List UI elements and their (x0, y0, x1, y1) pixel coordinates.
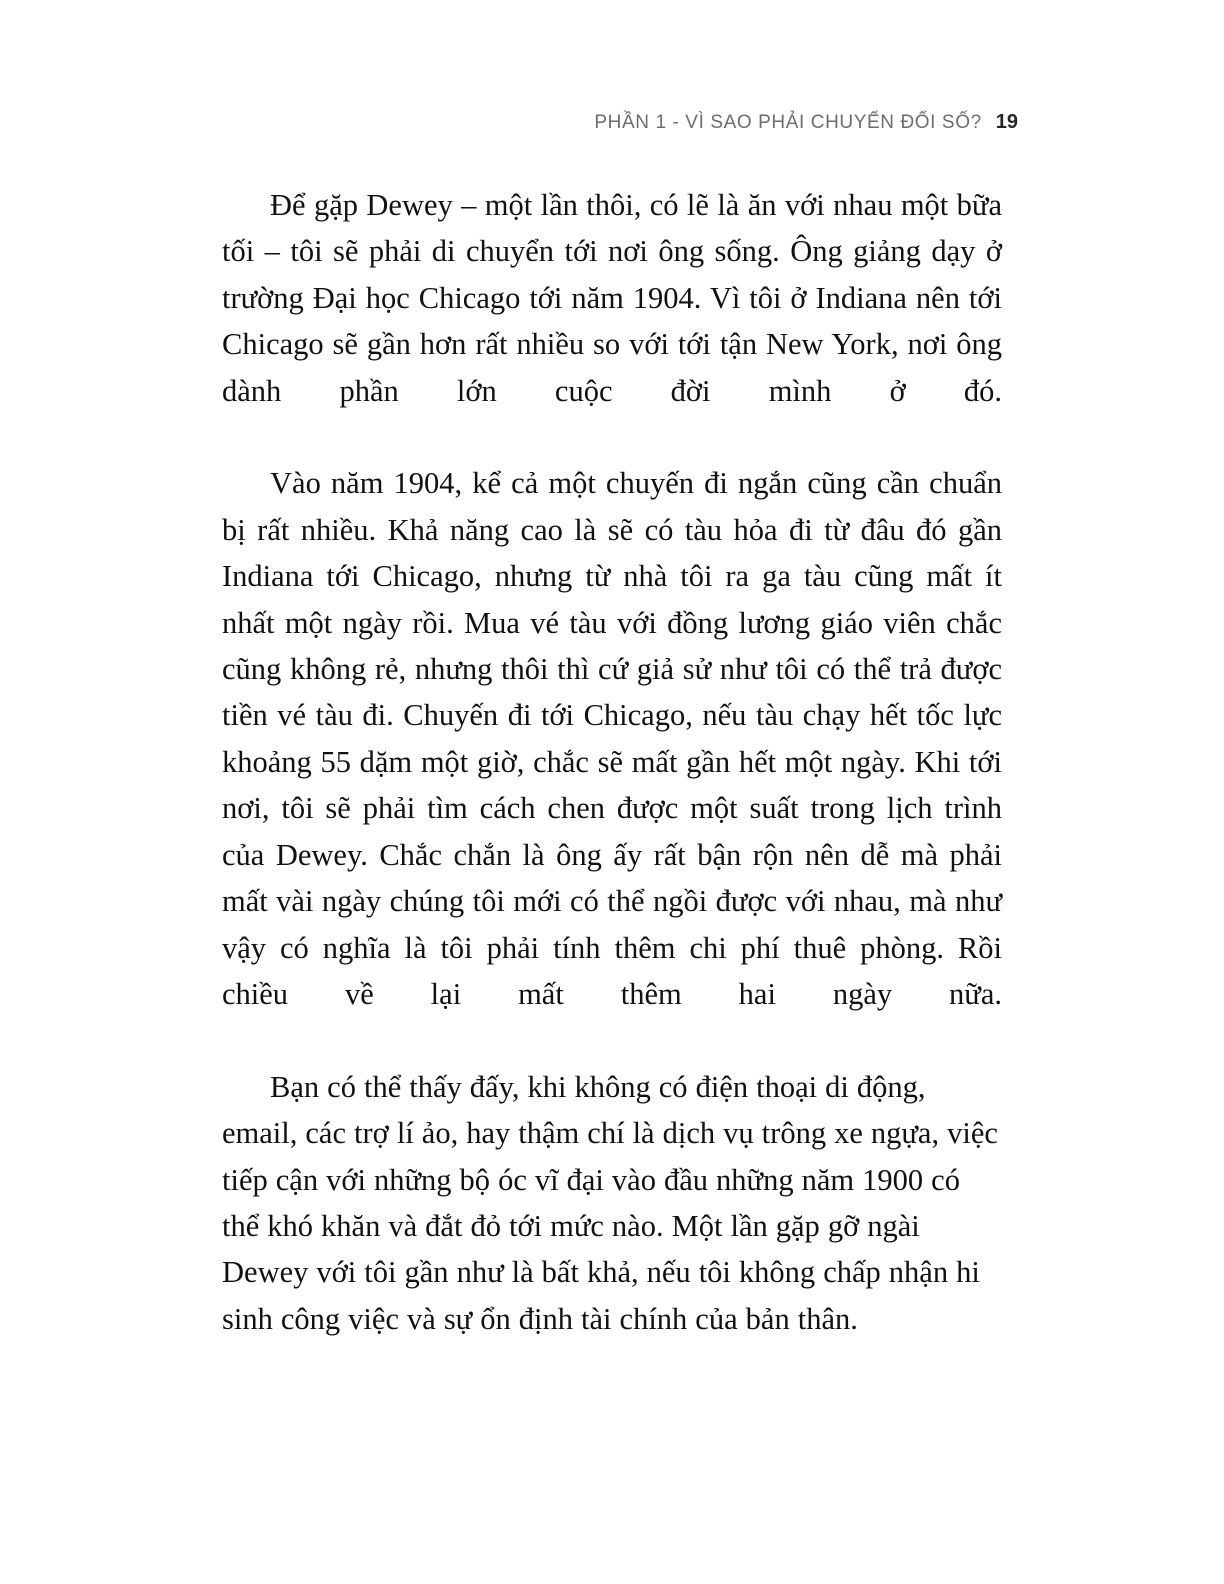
body-paragraph-3: Bạn có thể thấy đấy, khi không có điện thoại di động, email, các trợ lí ảo, hay thậm chí là dịch vụ trông xe ngựa, việc tiếp cận với những bộ óc vĩ đại vào đầu những năm 1900 có thể khó khăn và đắt đỏ tới mức nào. Một lần gặp gỡ ngài Dewey với tôi gần như là bất khả, nếu tôi không chấp nhận hi sinh công việc và sự ổn định tài chính của bản thân. (222, 1069, 998, 1336)
running-head (222, 112, 1018, 132)
page-number: 19 (995, 111, 1018, 133)
body-paragraph-1: Để gặp Dewey – một lần thôi, có lẽ là ăn với nhau một bữa tối – tôi sẽ phải di chuyển tới nơi ông sống. Ông giảng dạy ở trường Đại học Chicago tới năm 1904. Vì tôi ở Indiana nên tới Chicago sẽ gần hơn rất nhiều so với tới tận New York, nơi ông dành phần lớn cuộc đời mình ở đó. (222, 188, 1002, 408)
running-head-title: PHẦN 1 - VÌ SAO PHẢI CHUYỂN ĐỔI SỐ? (594, 112, 982, 133)
body-text-column (222, 182, 1002, 1389)
body-paragraph-2: Vào năm 1904, kể cả một chuyến đi ngắn cũng cần chuẩn bị rất nhiều. Khả năng cao là sẽ có tàu hỏa đi từ đâu đó gần Indiana tới Chicago, nhưng từ nhà tôi ra ga tàu cũng mất ít nhất một ngày rồi. Mua vé tàu với đồng lương giáo viên chắc cũng không rẻ, nhưng thôi thì cứ giả sử như tôi có thể trả được tiền vé tàu đi. Chuyến đi tới Chicago, nếu tàu chạy hết tốc lực khoảng 55 dặm một giờ, chắc sẽ mất gần hết một ngày. Khi tới nơi, tôi sẽ phải tìm cách chen được một suất trong lịch trình của Dewey. Chắc chắn là ông ấy rất bận rộn nên dễ mà phải mất vài ngày chúng tôi mới có thể ngồi được với nhau, mà như vậy có nghĩa là tôi phải tính thêm chi phí thuê phòng. Rồi chiều về lại mất thêm hai ngày nữa. (222, 466, 1002, 1011)
